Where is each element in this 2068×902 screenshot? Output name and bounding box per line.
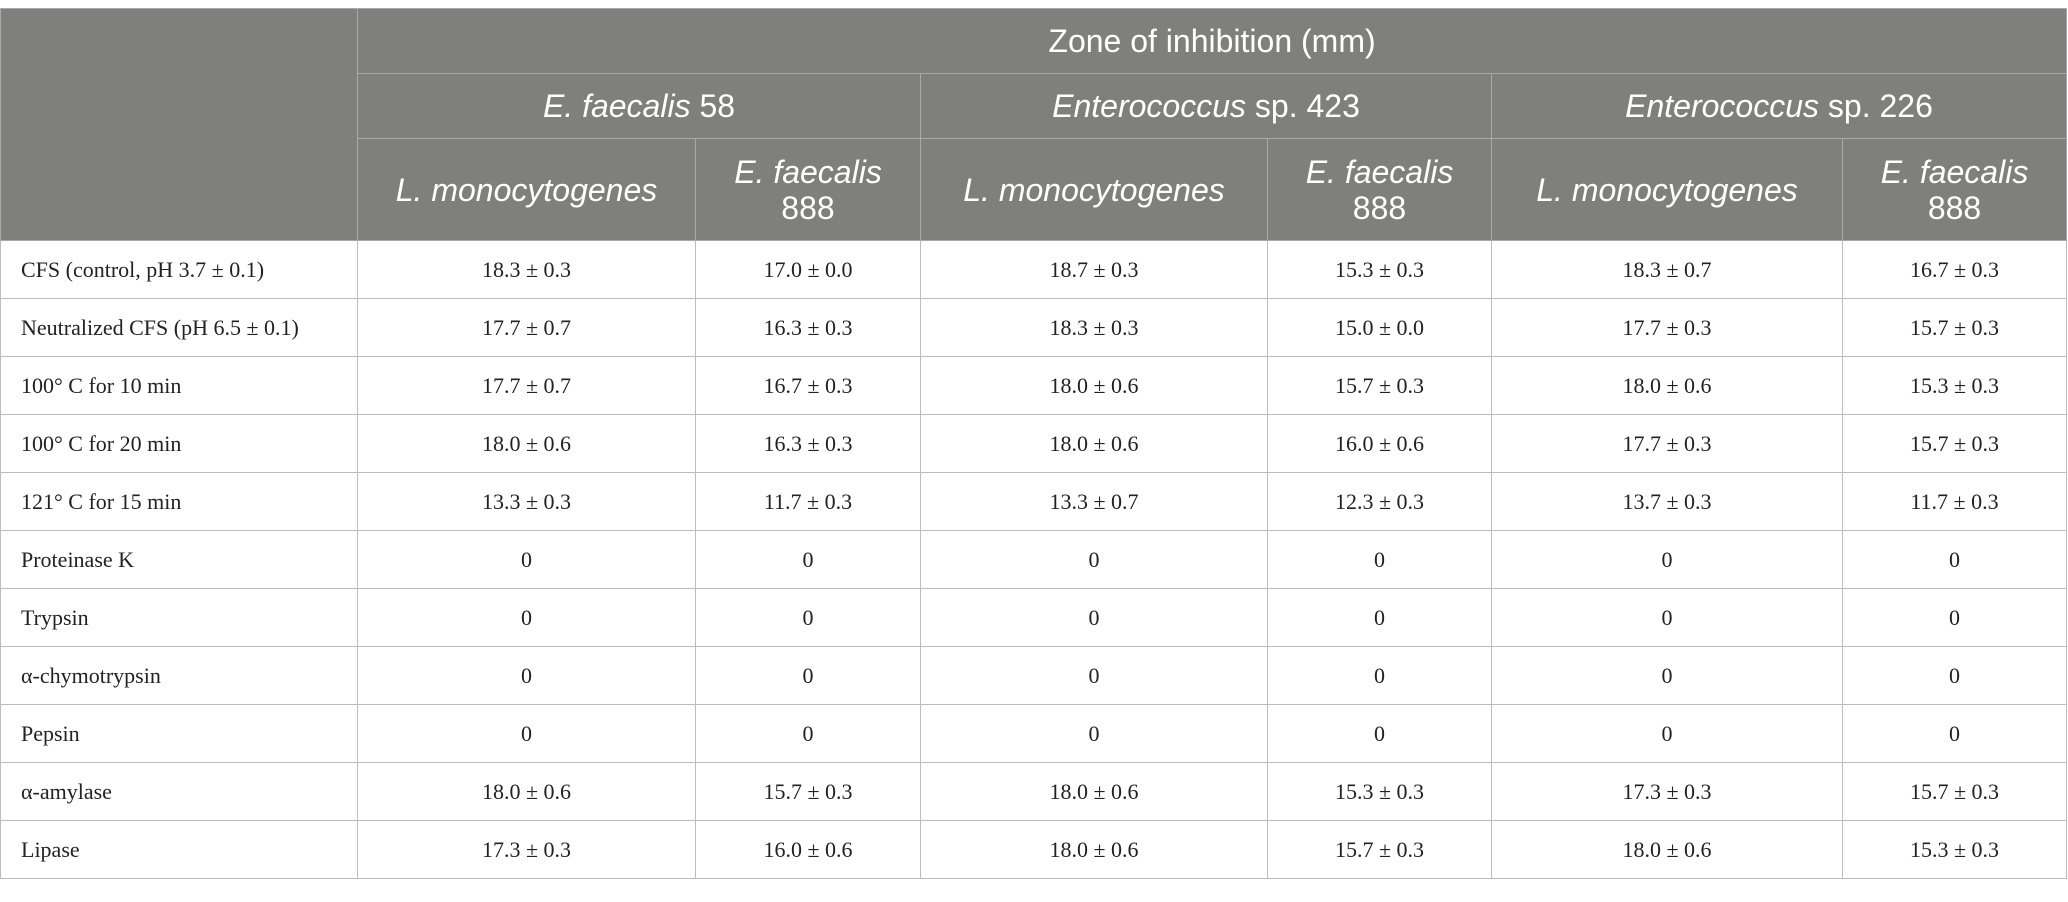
value-cell: 13.3 ± 0.3 xyxy=(358,473,696,531)
value-cell: 18.0 ± 0.6 xyxy=(358,763,696,821)
table-row xyxy=(1,415,2067,473)
row-label: Neutralized CFS (pH 6.5 ± 0.1) xyxy=(1,299,358,357)
table-row xyxy=(1,299,2067,357)
table-row xyxy=(1,821,2067,879)
table-row xyxy=(1,589,2067,647)
table-row xyxy=(1,531,2067,589)
table-row xyxy=(1,241,2067,299)
value-cell: 15.7 ± 0.3 xyxy=(1843,763,2067,821)
value-cell: 17.7 ± 0.3 xyxy=(1492,299,1843,357)
row-label: 121° C for 15 min xyxy=(1,473,358,531)
value-cell: 0 xyxy=(358,647,696,705)
value-cell: 12.3 ± 0.3 xyxy=(1268,473,1492,531)
indicator-header-lm: L. monocytogenes xyxy=(1492,139,1843,241)
indicator-header-lm: L. monocytogenes xyxy=(358,139,696,241)
row-label: α-amylase xyxy=(1,763,358,821)
value-cell: 0 xyxy=(1492,705,1843,763)
value-cell: 16.7 ± 0.3 xyxy=(696,357,921,415)
value-cell: 0 xyxy=(1843,705,2067,763)
value-cell: 18.0 ± 0.6 xyxy=(921,821,1268,879)
value-cell: 0 xyxy=(1492,647,1843,705)
value-cell: 18.0 ± 0.6 xyxy=(1492,821,1843,879)
value-cell: 0 xyxy=(921,531,1268,589)
row-label: Trypsin xyxy=(1,589,358,647)
value-cell: 11.7 ± 0.3 xyxy=(696,473,921,531)
value-cell: 13.3 ± 0.7 xyxy=(921,473,1268,531)
value-cell: 18.0 ± 0.6 xyxy=(921,415,1268,473)
row-label: 100° C for 10 min xyxy=(1,357,358,415)
table-row xyxy=(1,473,2067,531)
value-cell: 15.7 ± 0.3 xyxy=(696,763,921,821)
value-cell: 0 xyxy=(1843,647,2067,705)
value-cell: 18.0 ± 0.6 xyxy=(358,415,696,473)
value-cell: 16.3 ± 0.3 xyxy=(696,415,921,473)
value-cell: 0 xyxy=(1843,589,2067,647)
value-cell: 0 xyxy=(696,531,921,589)
value-cell: 0 xyxy=(1268,705,1492,763)
value-cell: 18.7 ± 0.3 xyxy=(921,241,1268,299)
value-cell: 0 xyxy=(696,589,921,647)
table-row xyxy=(1,763,2067,821)
row-label: 100° C for 20 min xyxy=(1,415,358,473)
value-cell: 0 xyxy=(696,705,921,763)
row-label: Lipase xyxy=(1,821,358,879)
value-cell: 0 xyxy=(1268,589,1492,647)
value-cell: 17.3 ± 0.3 xyxy=(358,821,696,879)
value-cell: 18.0 ± 0.6 xyxy=(921,763,1268,821)
value-cell: 0 xyxy=(921,705,1268,763)
value-cell: 18.0 ± 0.6 xyxy=(921,357,1268,415)
value-cell: 16.0 ± 0.6 xyxy=(1268,415,1492,473)
value-cell: 15.3 ± 0.3 xyxy=(1268,241,1492,299)
value-cell: 16.0 ± 0.6 xyxy=(696,821,921,879)
value-cell: 17.0 ± 0.0 xyxy=(696,241,921,299)
value-cell: 11.7 ± 0.3 xyxy=(1843,473,2067,531)
value-cell: 17.7 ± 0.7 xyxy=(358,299,696,357)
value-cell: 0 xyxy=(1492,589,1843,647)
value-cell: 18.3 ± 0.3 xyxy=(921,299,1268,357)
value-cell: 15.7 ± 0.3 xyxy=(1843,415,2067,473)
value-cell: 16.7 ± 0.3 xyxy=(1843,241,2067,299)
value-cell: 0 xyxy=(1492,531,1843,589)
header-corner-cell xyxy=(1,9,358,241)
value-cell: 18.3 ± 0.7 xyxy=(1492,241,1843,299)
value-cell: 0 xyxy=(1268,531,1492,589)
value-cell: 15.3 ± 0.3 xyxy=(1843,821,2067,879)
indicator-header-lm: L. monocytogenes xyxy=(921,139,1268,241)
table-body xyxy=(1,241,2067,879)
value-cell: 0 xyxy=(358,589,696,647)
row-label: CFS (control, pH 3.7 ± 0.1) xyxy=(1,241,358,299)
value-cell: 17.3 ± 0.3 xyxy=(1492,763,1843,821)
producer-header-0: E. faecalis 58 xyxy=(358,74,921,139)
table-row xyxy=(1,647,2067,705)
value-cell: 0 xyxy=(1268,647,1492,705)
row-label: Pepsin xyxy=(1,705,358,763)
producer-header-2: Enterococcus sp. 226 xyxy=(1492,74,2067,139)
value-cell: 0 xyxy=(696,647,921,705)
producer-header-1: Enterococcus sp. 423 xyxy=(921,74,1492,139)
group-title: Zone of inhibition (mm) xyxy=(358,9,2067,74)
value-cell: 15.7 ± 0.3 xyxy=(1268,821,1492,879)
value-cell: 18.3 ± 0.3 xyxy=(358,241,696,299)
indicator-header-ef: E. faecalis 888 xyxy=(1268,139,1492,241)
table-header xyxy=(1,9,2067,241)
value-cell: 0 xyxy=(921,647,1268,705)
value-cell: 0 xyxy=(358,705,696,763)
indicator-header-ef: E. faecalis 888 xyxy=(1843,139,2067,241)
value-cell: 17.7 ± 0.7 xyxy=(358,357,696,415)
value-cell: 0 xyxy=(1843,531,2067,589)
indicator-header-ef: E. faecalis 888 xyxy=(696,139,921,241)
value-cell: 15.0 ± 0.0 xyxy=(1268,299,1492,357)
table-row xyxy=(1,357,2067,415)
value-cell: 17.7 ± 0.3 xyxy=(1492,415,1843,473)
row-label: α-chymotrypsin xyxy=(1,647,358,705)
value-cell: 15.7 ± 0.3 xyxy=(1843,299,2067,357)
value-cell: 15.7 ± 0.3 xyxy=(1268,357,1492,415)
value-cell: 15.3 ± 0.3 xyxy=(1268,763,1492,821)
table-row xyxy=(1,705,2067,763)
value-cell: 0 xyxy=(358,531,696,589)
value-cell: 15.3 ± 0.3 xyxy=(1843,357,2067,415)
value-cell: 0 xyxy=(921,589,1268,647)
value-cell: 18.0 ± 0.6 xyxy=(1492,357,1843,415)
value-cell: 13.7 ± 0.3 xyxy=(1492,473,1843,531)
inhibition-table xyxy=(0,8,2067,879)
value-cell: 16.3 ± 0.3 xyxy=(696,299,921,357)
row-label: Proteinase K xyxy=(1,531,358,589)
